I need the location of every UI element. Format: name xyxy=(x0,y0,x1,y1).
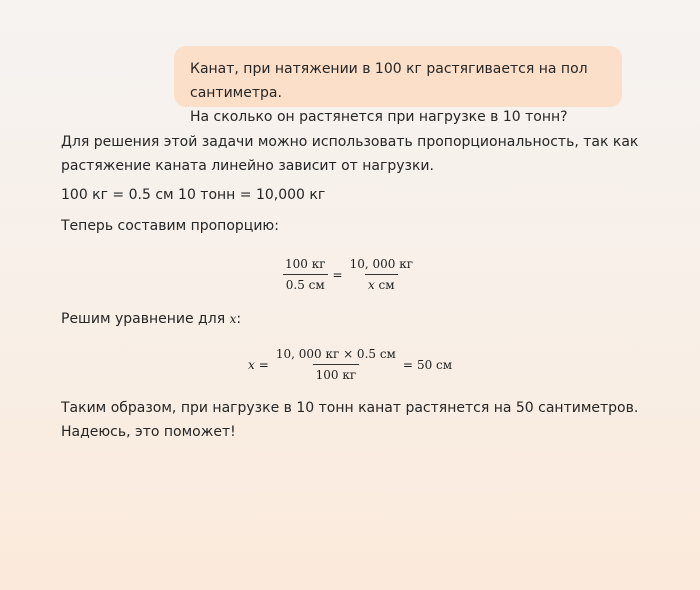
solution-variable-x: x xyxy=(248,357,255,372)
proportion-right-denominator-unit: см xyxy=(374,278,395,292)
solve-intro-text: Решим уравнение для xyxy=(61,311,230,327)
solution-result: 50 см xyxy=(416,357,453,372)
user-message-line-1: Канат, при натяжении в 100 кг растягивается на пол сантиметра. xyxy=(190,61,588,101)
proportion-formula xyxy=(282,256,416,293)
proportion-equals-sign: = xyxy=(332,267,343,282)
solution-fraction xyxy=(273,346,399,383)
proportion-left-denominator: 0.5 см xyxy=(283,274,328,293)
answer-facts: 100 кг = 0.5 см 10 тонн = 10,000 кг xyxy=(61,187,326,203)
proportion-right-fraction xyxy=(347,256,416,293)
solve-intro-variable: x xyxy=(229,312,237,326)
solution-equals-sign-2: = xyxy=(402,357,413,372)
solution-formula xyxy=(248,346,452,383)
answer-conclusion: Таким образом, при нагрузке в 10 тонн канат растянется на 50 сантиметров. Надеюсь, это поможет! xyxy=(61,400,639,440)
solution-denominator: 100 кг xyxy=(313,364,360,383)
user-message-bubble xyxy=(174,46,622,125)
proportion-variable-x: x xyxy=(367,278,375,292)
answer-proportion-intro: Теперь составим пропорцию: xyxy=(61,218,279,234)
solution-numerator: 10, 000 кг × 0.5 см xyxy=(275,347,396,361)
solution-equals-sign-1: = xyxy=(258,357,269,372)
proportion-left-numerator: 100 кг xyxy=(285,257,326,271)
proportion-right-denominator xyxy=(365,274,398,293)
answer-solve-intro xyxy=(61,307,241,331)
solve-intro-colon: : xyxy=(236,311,242,327)
proportion-left-fraction xyxy=(282,256,329,293)
proportion-right-numerator: 10, 000 кг xyxy=(349,257,413,271)
answer-intro: Для решения этой задачи можно использовать пропорциональность, так как растяжение каната линейно зависит от нагрузки. xyxy=(61,134,639,174)
user-message-line-2: На сколько он растянется при нагрузке в 10 тонн? xyxy=(190,109,568,125)
